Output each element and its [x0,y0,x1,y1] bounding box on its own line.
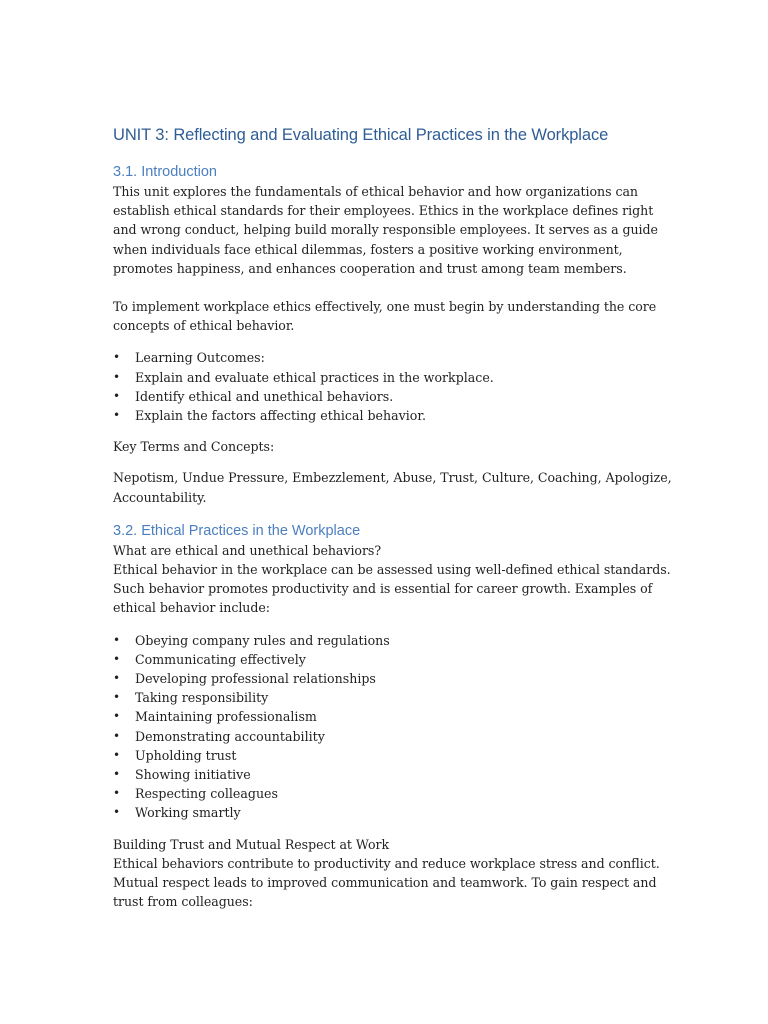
list-item [113,765,673,784]
list-item-text: Developing professional relationships [135,671,376,687]
ethical-behavior-examples-list [113,631,673,823]
list-item-text: Working smartly [135,805,241,821]
bullet-icon: • [113,369,121,384]
list-item [113,650,673,669]
list-item [113,707,673,726]
list-item-text: Obeying company rules and regulations [135,632,390,648]
list-item [113,727,673,746]
section-heading-ethical-practices: 3.2. Ethical Practices in the Workplace [113,522,361,539]
bullet-icon: • [113,632,121,647]
list-item-text: Explain the factors affecting ethical behavior. [135,408,426,424]
trust-respect-paragraph: Ethical behaviors contribute to productivity and reduce workplace stress and conflict. Mutual respect leads to improved communication and teamwork. To gain respect and trust from colleagues: [113,855,660,910]
trust-respect-subheading: Building Trust and Mutual Respect at Work [113,836,390,852]
list-item-text: Respecting colleagues [135,786,278,802]
section-heading-introduction: 3.1. Introduction [113,164,217,180]
bullet-icon: • [113,786,121,801]
bullet-icon: • [113,690,121,705]
bullet-icon: • [113,388,121,403]
unit-title: UNIT 3: Reflecting and Evaluating Ethical Practices in the Workplace [113,126,609,144]
intro-paragraph-implement: To implement workplace ethics effectively, one must begin by understanding the core concepts of ethical behavior. [113,299,657,334]
key-terms-text: Nepotism, Undue Pressure, Embezzlement, Abuse, Trust, Culture, Coaching, Apologize, Accountability. [113,470,672,505]
bullet-icon: • [113,408,121,423]
list-item [113,746,673,765]
list-item [113,688,673,707]
list-item-text: Communicating effectively [135,651,306,667]
list-item-text: Learning Outcomes: [135,350,265,366]
list-item [113,669,673,688]
bullet-icon: • [113,350,121,365]
intro-paragraph: This unit explores the fundamentals of ethical behavior and how organizations can establish ethical standards for their employees. Ethics in the workplace defines right and wrong conduct, helping build morally responsible employees. It serves as a guide when individuals face ethical dilemmas, fosters a positive working environment, promotes happiness, and enhances cooperation and trust among team members. [113,184,658,276]
learning-outcomes-list [113,348,673,425]
key-terms-label: Key Terms and Concepts: [113,439,275,455]
list-item-text: Taking responsibility [135,690,269,706]
practices-paragraph: Ethical behavior in the workplace can be assessed using well-defined ethical standards. Such behavior promotes productivity and is essential for career growth. Examples of ethical behavior include: [113,562,671,616]
bullet-icon: • [113,671,121,686]
bullet-icon: • [113,651,121,666]
bullet-icon: • [113,728,121,743]
list-item-text: Explain and evaluate ethical practices in the workplace. [135,369,494,385]
list-item-text: Showing initiative [135,767,251,783]
practices-question: What are ethical and unethical behaviors? [113,542,382,558]
list-item [113,631,673,650]
bullet-icon: • [113,805,121,820]
bullet-icon: • [113,709,121,724]
list-item [113,348,673,367]
list-item-text: Maintaining professionalism [135,709,317,725]
list-item [113,784,673,803]
list-item [113,406,673,425]
list-item [113,368,673,387]
list-item [113,387,673,406]
list-item-text: Demonstrating accountability [135,728,325,744]
bullet-icon: • [113,747,121,762]
list-item [113,803,673,822]
document-page [113,122,673,912]
bullet-icon: • [113,767,121,782]
list-item-text: Identify ethical and unethical behaviors. [135,388,394,404]
list-item-text: Upholding trust [135,747,237,763]
